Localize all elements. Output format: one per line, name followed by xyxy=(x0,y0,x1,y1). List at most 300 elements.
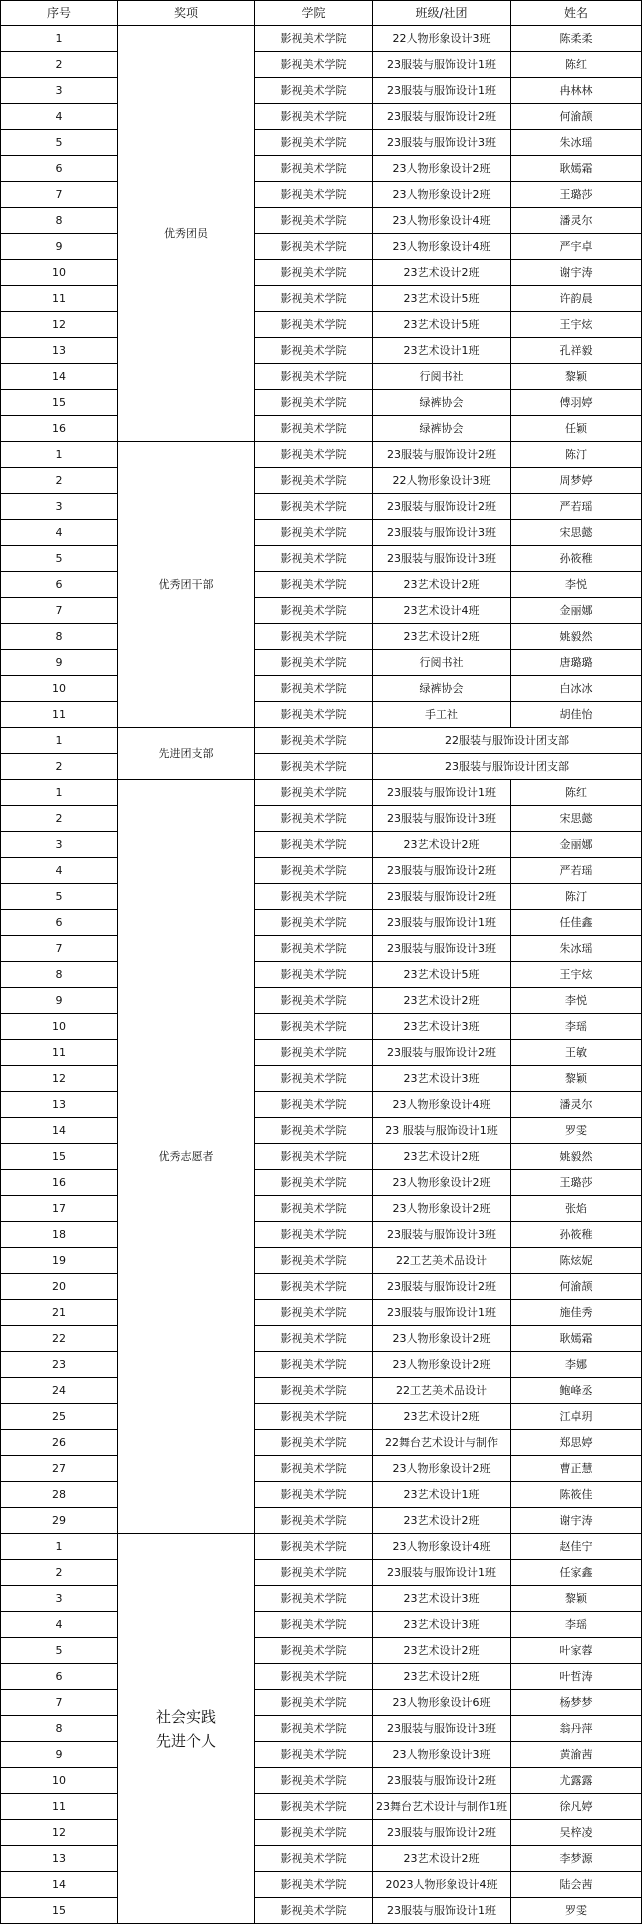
class-cell: 23人物形象设计3班 xyxy=(373,1742,511,1768)
name-cell: 李瑶 xyxy=(511,1014,642,1040)
table-row xyxy=(1,442,642,468)
college-cell: 影视美术学院 xyxy=(255,1742,373,1768)
class-cell: 23服装与服饰设计3班 xyxy=(373,130,511,156)
college-cell: 影视美术学院 xyxy=(255,1248,373,1274)
name-cell: 王宇炫 xyxy=(511,962,642,988)
college-cell: 影视美术学院 xyxy=(255,1222,373,1248)
college-cell: 影视美术学院 xyxy=(255,78,373,104)
serial-cell: 10 xyxy=(1,260,118,286)
name-cell: 黄渝茜 xyxy=(511,1742,642,1768)
college-cell: 影视美术学院 xyxy=(255,1638,373,1664)
college-cell: 影视美术学院 xyxy=(255,1612,373,1638)
college-cell: 影视美术学院 xyxy=(255,208,373,234)
college-cell: 影视美术学院 xyxy=(255,52,373,78)
name-cell: 李娜 xyxy=(511,1352,642,1378)
college-cell: 影视美术学院 xyxy=(255,962,373,988)
serial-cell: 8 xyxy=(1,624,118,650)
class-cell: 23服装与服饰设计3班 xyxy=(373,520,511,546)
serial-cell: 20 xyxy=(1,1274,118,1300)
serial-cell: 8 xyxy=(1,1716,118,1742)
class-cell: 23服装与服饰设计1班 xyxy=(373,780,511,806)
class-cell: 23艺术设计2班 xyxy=(373,1508,511,1534)
class-cell: 23艺术设计2班 xyxy=(373,624,511,650)
college-cell: 影视美术学院 xyxy=(255,1794,373,1820)
name-cell: 潘灵尔 xyxy=(511,1092,642,1118)
class-cell: 23服装与服饰设计2班 xyxy=(373,442,511,468)
class-cell: 23人物形象设计2班 xyxy=(373,1170,511,1196)
name-cell: 姚毅然 xyxy=(511,624,642,650)
name-cell: 谢宇涛 xyxy=(511,260,642,286)
college-cell: 影视美术学院 xyxy=(255,806,373,832)
table-row xyxy=(1,1898,642,1924)
table-row xyxy=(1,650,642,676)
college-cell: 影视美术学院 xyxy=(255,546,373,572)
table-row xyxy=(1,1118,642,1144)
name-cell: 叶家蓉 xyxy=(511,1638,642,1664)
name-cell: 李悦 xyxy=(511,988,642,1014)
college-cell: 影视美术学院 xyxy=(255,468,373,494)
serial-cell: 10 xyxy=(1,1768,118,1794)
college-cell: 影视美术学院 xyxy=(255,1768,373,1794)
college-cell: 影视美术学院 xyxy=(255,1508,373,1534)
college-cell: 影视美术学院 xyxy=(255,1898,373,1924)
header-name: 姓名 xyxy=(511,1,642,26)
table-row xyxy=(1,1248,642,1274)
serial-cell: 5 xyxy=(1,1638,118,1664)
table-row xyxy=(1,1534,642,1560)
college-cell: 影视美术学院 xyxy=(255,234,373,260)
name-cell: 孙筱稚 xyxy=(511,546,642,572)
serial-cell: 16 xyxy=(1,1170,118,1196)
name-cell: 叶哲涛 xyxy=(511,1664,642,1690)
class-cell: 行阅书社 xyxy=(373,364,511,390)
table-row xyxy=(1,312,642,338)
serial-cell: 4 xyxy=(1,520,118,546)
college-cell: 影视美术学院 xyxy=(255,832,373,858)
name-cell: 周梦婷 xyxy=(511,468,642,494)
class-cell: 23服装与服饰设计2班 xyxy=(373,1820,511,1846)
table-row xyxy=(1,1482,642,1508)
serial-cell: 2 xyxy=(1,52,118,78)
class-cell: 23服装与服饰设计2班 xyxy=(373,1040,511,1066)
table-row xyxy=(1,1846,642,1872)
class-cell: 手工社 xyxy=(373,702,511,728)
class-cell: 23人物形象设计4班 xyxy=(373,1534,511,1560)
table-row xyxy=(1,52,642,78)
college-cell: 影视美术学院 xyxy=(255,1664,373,1690)
table-row xyxy=(1,1326,642,1352)
class-cell: 23人物形象设计2班 xyxy=(373,1456,511,1482)
class-cell: 23服装与服饰设计团支部 xyxy=(373,754,642,780)
name-cell: 耿嫣霜 xyxy=(511,1326,642,1352)
name-cell: 王敏 xyxy=(511,1040,642,1066)
class-cell: 23人物形象设计4班 xyxy=(373,1092,511,1118)
table-row xyxy=(1,234,642,260)
serial-cell: 9 xyxy=(1,650,118,676)
serial-cell: 14 xyxy=(1,364,118,390)
serial-cell: 21 xyxy=(1,1300,118,1326)
table-row xyxy=(1,988,642,1014)
class-cell: 23服装与服饰设计2班 xyxy=(373,494,511,520)
name-cell: 胡佳怡 xyxy=(511,702,642,728)
college-cell: 影视美术学院 xyxy=(255,910,373,936)
serial-cell: 15 xyxy=(1,390,118,416)
name-cell: 宋思懿 xyxy=(511,520,642,546)
class-cell: 23艺术设计1班 xyxy=(373,338,511,364)
name-cell: 陈柔柔 xyxy=(511,26,642,52)
college-cell: 影视美术学院 xyxy=(255,1560,373,1586)
serial-cell: 14 xyxy=(1,1118,118,1144)
class-cell: 23人物形象设计2班 xyxy=(373,182,511,208)
serial-cell: 8 xyxy=(1,962,118,988)
table-row xyxy=(1,26,642,52)
table-row xyxy=(1,1742,642,1768)
name-cell: 潘灵尔 xyxy=(511,208,642,234)
college-cell: 影视美术学院 xyxy=(255,1716,373,1742)
serial-cell: 24 xyxy=(1,1378,118,1404)
college-cell: 影视美术学院 xyxy=(255,624,373,650)
college-cell: 影视美术学院 xyxy=(255,182,373,208)
class-cell: 23艺术设计3班 xyxy=(373,1066,511,1092)
serial-cell: 1 xyxy=(1,780,118,806)
college-cell: 影视美术学院 xyxy=(255,1326,373,1352)
serial-cell: 28 xyxy=(1,1482,118,1508)
table-row xyxy=(1,1820,642,1846)
college-cell: 影视美术学院 xyxy=(255,520,373,546)
class-cell: 22人物形象设计3班 xyxy=(373,26,511,52)
name-cell: 任佳鑫 xyxy=(511,910,642,936)
name-cell: 傅羽婷 xyxy=(511,390,642,416)
name-cell: 任家鑫 xyxy=(511,1560,642,1586)
name-cell: 孔祥毅 xyxy=(511,338,642,364)
college-cell: 影视美术学院 xyxy=(255,1118,373,1144)
serial-cell: 14 xyxy=(1,1872,118,1898)
class-cell: 23艺术设计2班 xyxy=(373,260,511,286)
class-cell: 绿裤协会 xyxy=(373,676,511,702)
table-row xyxy=(1,962,642,988)
class-cell: 23服装与服饰设计1班 xyxy=(373,910,511,936)
college-cell: 影视美术学院 xyxy=(255,1144,373,1170)
serial-cell: 3 xyxy=(1,78,118,104)
class-cell: 22工艺美术品设计 xyxy=(373,1378,511,1404)
name-cell: 李梦源 xyxy=(511,1846,642,1872)
serial-cell: 16 xyxy=(1,416,118,442)
table-row xyxy=(1,806,642,832)
serial-cell: 4 xyxy=(1,858,118,884)
college-cell: 影视美术学院 xyxy=(255,572,373,598)
class-cell: 23艺术设计5班 xyxy=(373,312,511,338)
serial-cell: 19 xyxy=(1,1248,118,1274)
name-cell: 白冰冰 xyxy=(511,676,642,702)
award-label-line: 先进个人 xyxy=(155,1731,216,1750)
serial-cell: 7 xyxy=(1,182,118,208)
serial-cell: 6 xyxy=(1,572,118,598)
college-cell: 影视美术学院 xyxy=(255,1482,373,1508)
serial-cell: 27 xyxy=(1,1456,118,1482)
college-cell: 影视美术学院 xyxy=(255,1352,373,1378)
class-cell: 23服装与服饰设计3班 xyxy=(373,1222,511,1248)
table-row xyxy=(1,598,642,624)
table-row xyxy=(1,780,642,806)
name-cell: 金丽娜 xyxy=(511,598,642,624)
name-cell: 许韵晨 xyxy=(511,286,642,312)
table-row xyxy=(1,78,642,104)
name-cell: 罗雯 xyxy=(511,1898,642,1924)
table-row xyxy=(1,1690,642,1716)
serial-cell: 1 xyxy=(1,728,118,754)
college-cell: 影视美术学院 xyxy=(255,884,373,910)
table-row xyxy=(1,1066,642,1092)
college-cell: 影视美术学院 xyxy=(255,312,373,338)
class-cell: 23艺术设计2班 xyxy=(373,988,511,1014)
class-cell: 23服装与服饰设计3班 xyxy=(373,1716,511,1742)
table-row xyxy=(1,1196,642,1222)
table-row xyxy=(1,884,642,910)
college-cell: 影视美术学院 xyxy=(255,364,373,390)
serial-cell: 9 xyxy=(1,988,118,1014)
class-cell: 23人物形象设计2班 xyxy=(373,1326,511,1352)
name-cell: 郑思婷 xyxy=(511,1430,642,1456)
table-row xyxy=(1,702,642,728)
name-cell: 任颖 xyxy=(511,416,642,442)
table-row xyxy=(1,156,642,182)
name-cell: 罗雯 xyxy=(511,1118,642,1144)
college-cell: 影视美术学院 xyxy=(255,598,373,624)
college-cell: 影视美术学院 xyxy=(255,286,373,312)
name-cell: 陈红 xyxy=(511,780,642,806)
college-cell: 影视美术学院 xyxy=(255,130,373,156)
college-cell: 影视美术学院 xyxy=(255,156,373,182)
class-cell: 23服装与服饰设计2班 xyxy=(373,104,511,130)
serial-cell: 6 xyxy=(1,910,118,936)
name-cell: 孙筱稚 xyxy=(511,1222,642,1248)
table-row xyxy=(1,1872,642,1898)
serial-cell: 23 xyxy=(1,1352,118,1378)
table-row xyxy=(1,624,642,650)
table-row xyxy=(1,546,642,572)
name-cell: 王璐莎 xyxy=(511,1170,642,1196)
class-cell: 22工艺美术品设计 xyxy=(373,1248,511,1274)
name-cell: 冉林林 xyxy=(511,78,642,104)
table-row xyxy=(1,754,642,780)
serial-cell: 4 xyxy=(1,104,118,130)
college-cell: 影视美术学院 xyxy=(255,1196,373,1222)
college-cell: 影视美术学院 xyxy=(255,1378,373,1404)
serial-cell: 15 xyxy=(1,1898,118,1924)
college-cell: 影视美术学院 xyxy=(255,988,373,1014)
serial-cell: 10 xyxy=(1,1014,118,1040)
class-cell: 23艺术设计3班 xyxy=(373,1612,511,1638)
table-row xyxy=(1,182,642,208)
name-cell: 谢宇涛 xyxy=(511,1508,642,1534)
class-cell: 23人物形象设计4班 xyxy=(373,208,511,234)
table-row xyxy=(1,1430,642,1456)
name-cell: 黎颖 xyxy=(511,364,642,390)
college-cell: 影视美术学院 xyxy=(255,1586,373,1612)
table-row xyxy=(1,520,642,546)
college-cell: 影视美术学院 xyxy=(255,26,373,52)
table-row xyxy=(1,416,642,442)
class-cell: 23人物形象设计2班 xyxy=(373,1196,511,1222)
table-row xyxy=(1,1560,642,1586)
college-cell: 影视美术学院 xyxy=(255,1066,373,1092)
table-row xyxy=(1,1638,642,1664)
class-cell: 23艺术设计4班 xyxy=(373,598,511,624)
class-cell: 23艺术设计2班 xyxy=(373,1144,511,1170)
header-class: 班级/社团 xyxy=(373,1,511,26)
table-row xyxy=(1,468,642,494)
table-row xyxy=(1,572,642,598)
college-cell: 影视美术学院 xyxy=(255,104,373,130)
name-cell: 翁丹萍 xyxy=(511,1716,642,1742)
class-cell: 23服装与服饰设计1班 xyxy=(373,52,511,78)
award-cell: 优秀团干部 xyxy=(118,442,255,728)
serial-cell: 25 xyxy=(1,1404,118,1430)
serial-cell: 4 xyxy=(1,1612,118,1638)
class-cell: 23服装与服饰设计3班 xyxy=(373,546,511,572)
serial-cell: 3 xyxy=(1,1586,118,1612)
class-cell: 23服装与服饰设计2班 xyxy=(373,858,511,884)
name-cell: 何渝颉 xyxy=(511,1274,642,1300)
serial-cell: 13 xyxy=(1,1092,118,1118)
name-cell: 徐凡婷 xyxy=(511,1794,642,1820)
class-cell: 23服装与服饰设计2班 xyxy=(373,1768,511,1794)
table-row xyxy=(1,1144,642,1170)
name-cell: 金丽娜 xyxy=(511,832,642,858)
class-cell: 2023人物形象设计4班 xyxy=(373,1872,511,1898)
name-cell: 陈汀 xyxy=(511,442,642,468)
table-row xyxy=(1,1378,642,1404)
college-cell: 影视美术学院 xyxy=(255,936,373,962)
table-row xyxy=(1,936,642,962)
name-cell: 王璐莎 xyxy=(511,182,642,208)
award-cell: 优秀团员 xyxy=(118,26,255,442)
class-cell: 23人物形象设计6班 xyxy=(373,1690,511,1716)
table-row xyxy=(1,1274,642,1300)
class-cell: 23人物形象设计4班 xyxy=(373,234,511,260)
serial-cell: 1 xyxy=(1,1534,118,1560)
serial-cell: 29 xyxy=(1,1508,118,1534)
name-cell: 严若瑶 xyxy=(511,858,642,884)
table-row xyxy=(1,1222,642,1248)
table-row xyxy=(1,1352,642,1378)
serial-cell: 2 xyxy=(1,754,118,780)
class-cell: 绿裤协会 xyxy=(373,390,511,416)
class-cell: 23服装与服饰设计3班 xyxy=(373,806,511,832)
college-cell: 影视美术学院 xyxy=(255,780,373,806)
name-cell: 宋思懿 xyxy=(511,806,642,832)
serial-cell: 6 xyxy=(1,1664,118,1690)
name-cell: 黎颖 xyxy=(511,1586,642,1612)
table-row xyxy=(1,858,642,884)
table-row xyxy=(1,1508,642,1534)
name-cell: 陆会茜 xyxy=(511,1872,642,1898)
college-cell: 影视美术学院 xyxy=(255,702,373,728)
table-row xyxy=(1,1716,642,1742)
serial-cell: 7 xyxy=(1,598,118,624)
college-cell: 影视美术学院 xyxy=(255,1092,373,1118)
award-label-line: 社会实践 xyxy=(155,1707,216,1726)
name-cell: 江卓玥 xyxy=(511,1404,642,1430)
college-cell: 影视美术学院 xyxy=(255,728,373,754)
name-cell: 李瑶 xyxy=(511,1612,642,1638)
serial-cell: 2 xyxy=(1,1560,118,1586)
serial-cell: 8 xyxy=(1,208,118,234)
class-cell: 23服装与服饰设计3班 xyxy=(373,936,511,962)
table-row xyxy=(1,338,642,364)
class-cell: 绿裤协会 xyxy=(373,416,511,442)
class-cell: 23艺术设计5班 xyxy=(373,962,511,988)
college-cell: 影视美术学院 xyxy=(255,338,373,364)
table-row xyxy=(1,1586,642,1612)
name-cell: 施佳秀 xyxy=(511,1300,642,1326)
serial-cell: 12 xyxy=(1,1820,118,1846)
serial-cell: 7 xyxy=(1,1690,118,1716)
table-row xyxy=(1,208,642,234)
class-cell: 23艺术设计5班 xyxy=(373,286,511,312)
college-cell: 影视美术学院 xyxy=(255,1846,373,1872)
serial-cell: 15 xyxy=(1,1144,118,1170)
class-cell: 23艺术设计3班 xyxy=(373,1586,511,1612)
table-row xyxy=(1,390,642,416)
header-award: 奖项 xyxy=(118,1,255,26)
name-cell: 李悦 xyxy=(511,572,642,598)
class-cell: 行阅书社 xyxy=(373,650,511,676)
name-cell: 严若瑶 xyxy=(511,494,642,520)
serial-cell: 5 xyxy=(1,130,118,156)
college-cell: 影视美术学院 xyxy=(255,858,373,884)
class-cell: 22服装与服饰设计团支部 xyxy=(373,728,642,754)
college-cell: 影视美术学院 xyxy=(255,1872,373,1898)
college-cell: 影视美术学院 xyxy=(255,494,373,520)
name-cell: 唐璐璐 xyxy=(511,650,642,676)
class-cell: 23艺术设计2班 xyxy=(373,1404,511,1430)
name-cell: 陈汀 xyxy=(511,884,642,910)
class-cell: 23艺术设计3班 xyxy=(373,1014,511,1040)
class-cell: 22人物形象设计3班 xyxy=(373,468,511,494)
serial-cell: 7 xyxy=(1,936,118,962)
serial-cell: 26 xyxy=(1,1430,118,1456)
serial-cell: 3 xyxy=(1,832,118,858)
college-cell: 影视美术学院 xyxy=(255,1274,373,1300)
serial-cell: 5 xyxy=(1,884,118,910)
name-cell: 陈红 xyxy=(511,52,642,78)
class-cell: 23艺术设计2班 xyxy=(373,1664,511,1690)
class-cell: 23 服装与服饰设计1班 xyxy=(373,1118,511,1144)
name-cell: 朱冰瑶 xyxy=(511,936,642,962)
college-cell: 影视美术学院 xyxy=(255,1404,373,1430)
table-row xyxy=(1,1664,642,1690)
name-cell: 陈筱佳 xyxy=(511,1482,642,1508)
college-cell: 影视美术学院 xyxy=(255,1690,373,1716)
college-cell: 影视美术学院 xyxy=(255,754,373,780)
award-cell: 优秀志愿者 xyxy=(118,780,255,1534)
table-row xyxy=(1,364,642,390)
class-cell: 23服装与服饰设计2班 xyxy=(373,884,511,910)
table-row xyxy=(1,910,642,936)
table-row xyxy=(1,1040,642,1066)
table-row xyxy=(1,832,642,858)
table-row xyxy=(1,1768,642,1794)
table-row xyxy=(1,494,642,520)
table-row xyxy=(1,286,642,312)
college-cell: 影视美术学院 xyxy=(255,676,373,702)
table-row xyxy=(1,676,642,702)
name-cell: 黎颖 xyxy=(511,1066,642,1092)
serial-cell: 18 xyxy=(1,1222,118,1248)
college-cell: 影视美术学院 xyxy=(255,1430,373,1456)
college-cell: 影视美术学院 xyxy=(255,1170,373,1196)
